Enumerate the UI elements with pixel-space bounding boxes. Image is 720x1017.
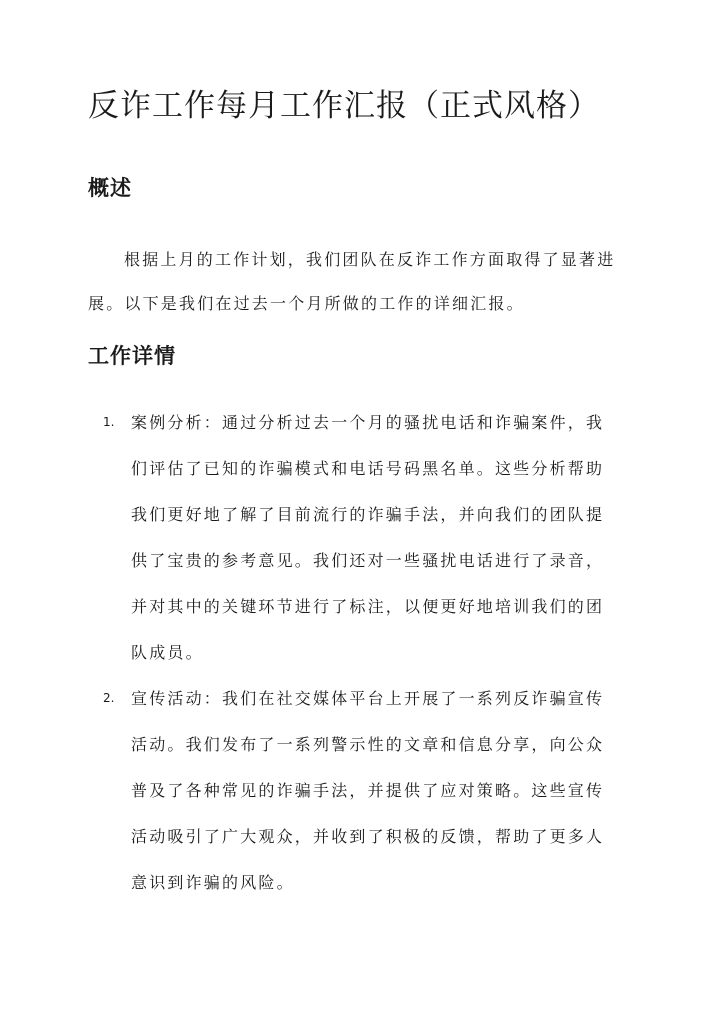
list-item-text: 宣传活动：我们在社交媒体平台上开展了一系列反诈骗宣传活动。我们发布了一系列警示性的文章和信息分享，向公众普及了各种常见的诈骗手法，并提供了应对策略。这些宣传活动吸引了广大观众，并收到了积极的反馈，帮助了更多人意识到诈骗的风险。 (131, 689, 605, 892)
work-details-heading: 工作详情 (88, 344, 176, 368)
document-title: 反诈工作每月工作汇报（正式风格） (88, 88, 600, 124)
list-item-number: 2. (103, 691, 115, 705)
overview-paragraph: 根据上月的工作计划，我们团队在反诈工作方面取得了显著进展。以下是我们在过去一个月所做的工作的详细汇报。 (88, 250, 616, 313)
overview-heading: 概述 (88, 176, 132, 200)
list-item-number: 1. (103, 415, 115, 429)
list-item-text: 案例分析：通过分析过去一个月的骚扰电话和诈骗案件，我们评估了已知的诈骗模式和电话号码黑名单。这些分析帮助我们更好地了解了目前流行的诈骗手法，并向我们的团队提供了宝贵的参考意见。我们还对一些骚扰电话进行了录音，并对其中的关键环节进行了标注，以便更好地培训我们的团队成员。 (131, 413, 605, 662)
